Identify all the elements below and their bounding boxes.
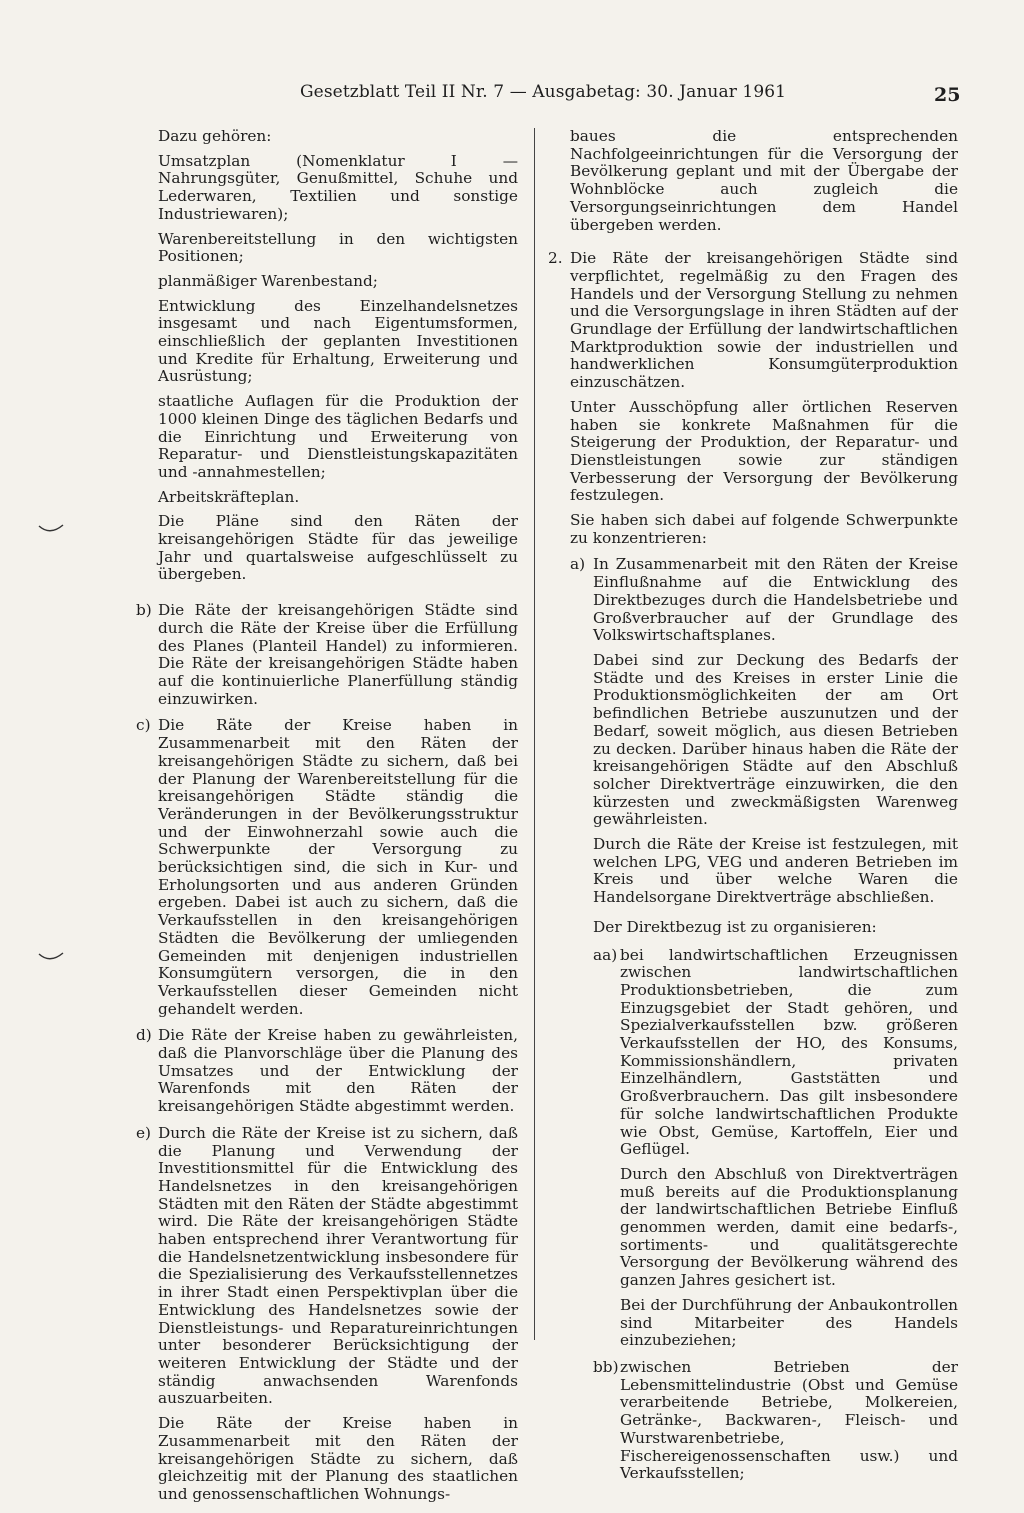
item-paragraph: Durch die Räte der Kreise ist festzulegen, mit welchen LPG, VEG und anderen Betrieben im Kreis und über welche Waren die Handelsorgane Direktverträge abschließen. xyxy=(593,835,958,907)
section-2 xyxy=(548,250,958,547)
direktbezug-heading: Der Direktbezug ist zu organisieren: xyxy=(593,917,877,936)
item-label: d) xyxy=(136,1026,152,1045)
continuation-paragraph: baues die entsprechenden Nachfolgeeinrichtungen für die Versorgung der Bevölkerung geplant und mit der Übergabe der Wohnblöcke auch zugleich die Versorgungseinrichtungen dem Handel übergeben werden. xyxy=(570,127,958,234)
closing-paragraph: Die Pläne sind den Räten der kreisangehörigen Städte für das jeweilige Jahr und quartalsweise aufgeschlüsselt zu übergeben. xyxy=(158,512,518,584)
plan-list-block xyxy=(136,128,518,584)
item-label: e) xyxy=(136,1123,152,1142)
item-paragraph: Dabei sind zur Deckung des Bedarfs der Städte und des Kreises in erster Linie die Produktionsmöglichkeiten der am Ort befindlichen Betriebe auszunutzen und der Bedarf, soweit möglich, aus diesen Betrieben zu decken. Darüber hinaus haben die Räte der kreisangehörigen Städte auf den Abschluß solcher Direktverträge einzuwirken, die den kürzesten und zweckmäßigsten Warenweg gewährleisten. xyxy=(593,650,958,829)
item-a xyxy=(548,556,958,906)
item-paragraph: In Zusammenarbeit mit den Räten der Kreise Einflußnahme auf die Entwicklung des Direktbezuges durch die Handelsbetriebe und Großverbraucher auf der Grundlage des Volkswirtschaftsplanes. xyxy=(593,555,958,645)
margin-mark-icon xyxy=(38,522,64,536)
list-item: Arbeitskräfteplan. xyxy=(158,487,300,506)
item-paragraph: Die Räte der Kreise haben zu gewährleisten, daß die Planvorschläge über die Planung des Umsatzes und der Entwicklung der Warenfonds mit den Räten der kreisangehörigen Städte abgestimmt werden. xyxy=(158,1026,518,1116)
margin-mark-icon xyxy=(38,950,64,964)
page-header: Gesetzblatt Teil II Nr. 7 — Ausgabetag: 30. Januar 1961 xyxy=(300,82,787,102)
item-label: a) xyxy=(570,555,586,574)
item-label: aa) xyxy=(593,945,618,964)
item-b xyxy=(136,602,518,708)
item-aa xyxy=(548,947,958,1350)
left-column xyxy=(136,128,518,1513)
right-column xyxy=(548,128,958,1492)
list-item: Umsatzplan (Nomenklatur I — Nahrungsgüter, Genußmittel, Schuhe und Lederwaren, Textilien und sonstige Industriewaren); xyxy=(158,151,518,223)
item-paragraph: Die Räte der Kreise haben in Zusammenarbeit mit den Räten der kreisangehörigen Städte zu sichern, daß bei der Planung der Warenbereitstellung für die kreisangehörigen Städte ständig die Veränderungen in der Bevölkerungsstruktur und der Einwohnerzahl sowie auch die Schwerpunkte der Versorgung zu berücksichtigen sind, die sich in Kur- und Erholungsorten und aus anderen Gründen ergeben. Dabei ist auch zu sichern, daß die Verkaufsstellen in den kreisangehörigen Städten die Bevölkerung der umliegenden Gemeinden mit denjenigen industriellen Konsumgütern versorgen, die in den Verkaufsstellen dieser Gemeinden nicht gehandelt werden. xyxy=(158,716,518,1018)
item-paragraph: Bei der Durchführung der Anbaukontrollen sind Mitarbeiter des Handels einzubeziehen; xyxy=(620,1295,958,1350)
list-item: Warenbereitstellung in den wichtigsten Positionen; xyxy=(158,229,518,266)
item-paragraph: zwischen Betrieben der Lebensmittelindustrie (Obst und Gemüse verarbeitende Betriebe, Molkereien, Getränke-, Backwaren-, Fleisch- und Wurstwarenbetriebe, Fischereigenossenschaften usw.) und Verkaufsstellen; xyxy=(620,1358,958,1483)
item-label: bb) xyxy=(593,1358,619,1376)
page-number: 25 xyxy=(934,84,961,106)
item-c xyxy=(136,717,518,1018)
list-item: planmäßiger Warenbestand; xyxy=(158,271,378,290)
item-paragraph: Die Räte der kreisangehörigen Städte sind durch die Räte der Kreise über die Erfüllung des Planes (Planteil Handel) zu informieren. Die Räte der kreisangehörigen Städte haben auf die kontinuierliche Planerfüllung ständig einzuwirken. xyxy=(158,601,518,708)
item-label: c) xyxy=(136,716,151,735)
item-bb xyxy=(548,1359,958,1483)
list-item: Entwicklung des Einzelhandelsnetzes insgesamt und nach Eigentumsformen, einschließlich der geplanten Investitionen und Kredite für Erhaltung, Erweiterung und Ausrüstung; xyxy=(158,296,518,386)
item-label: b) xyxy=(136,601,152,620)
intro-text: Dazu gehören: xyxy=(158,127,272,145)
section-paragraph: Unter Ausschöpfung aller örtlichen Reserven haben sie konkrete Maßnahmen für die Steigerung der Produktion, der Reparatur- und Dienstleistungen sowie zur ständigen Verbesserung der Versorgung der Bevölkerung festzulegen. xyxy=(570,397,958,505)
column-divider xyxy=(534,128,535,1340)
item-paragraph: Durch den Abschluß von Direktverträgen muß bereits auf die Produktionsplanung der landwirtschaftlichen Betriebe Einfluß genommen werden, damit eine bedarfs-, sortiments- und qualitätsgerechte Versorgung der Bevölkerung während des ganzen Jahres gesichert ist. xyxy=(620,1164,958,1290)
section-paragraph: Sie haben sich dabei auf folgende Schwerpunkte zu konzentrieren: xyxy=(570,511,958,547)
section-label: 2. xyxy=(548,249,563,268)
section-paragraph: Die Räte der kreisangehörigen Städte sind verpflichtet, regelmäßig zu den Fragen des Handels und der Versorgung Stellung zu nehmen und die Versorgungslage in ihren Städten auf der Grundlage der Erfüllung der landwirtschaftlichen Marktproduktion sowie der industriellen und handwerklichen Konsumgüterproduktion einzuschätzen. xyxy=(570,249,958,392)
continuation-block xyxy=(548,128,958,234)
item-d xyxy=(136,1027,518,1116)
item-paragraph: Durch die Räte der Kreise ist zu sichern, daß die Planung und Verwendung der Investitionsmittel für die Entwicklung des Handelsnetzes in den kreisangehörigen Städten mit den Räten der Städte abgestimmt wird. Die Räte der kreisangehörigen Städte haben entsprechend ihrer Verantwortung für die Handelsnetzentwicklung insbesondere für die Spezialisierung des Verkaufsstellennetzes in ihrer Stadt einen Perspektivplan über die Entwicklung des Handelsnetzes sowie der Dienstleistungs- und Reparatureinrichtungen unter besonderer Berücksichtigung der weiteren Entwicklung der Städte und der ständig anwachsenden Warenfonds auszuarbeiten. xyxy=(158,1123,518,1408)
direktbezug-block xyxy=(548,919,958,937)
item-e xyxy=(136,1125,518,1504)
list-item: staatliche Auflagen für die Produktion der 1000 kleinen Dinge des täglichen Bedarfs und die Einrichtung und Erweiterung von Reparatur- und Dienstleistungskapazitäten und -annahmestellen; xyxy=(158,392,518,481)
item-paragraph: Die Räte der Kreise haben in Zusammenarbeit mit den Räten der kreisangehörigen Städte zu sichern, daß gleichzeitig mit der Planung des staatlichen und genossenschaftlichen Wohnungs- xyxy=(158,1414,518,1503)
item-paragraph: bei landwirtschaftlichen Erzeugnissen zwischen landwirtschaftlichen Produktionsbetrieben, die zum Einzugsgebiet der Stadt gehören, und Spezialverkaufsstellen bzw. größeren Verkaufsstellen der HO, des Konsums, Kommissionshändlern, privaten Einzelhändlern, Gaststätten und Großverbrauchern. Das gilt insbesondere für solche landwirtschaftlichen Produkte wie Obst, Gemüse, Kartoffeln, Eier und Geflügel. xyxy=(620,945,958,1159)
